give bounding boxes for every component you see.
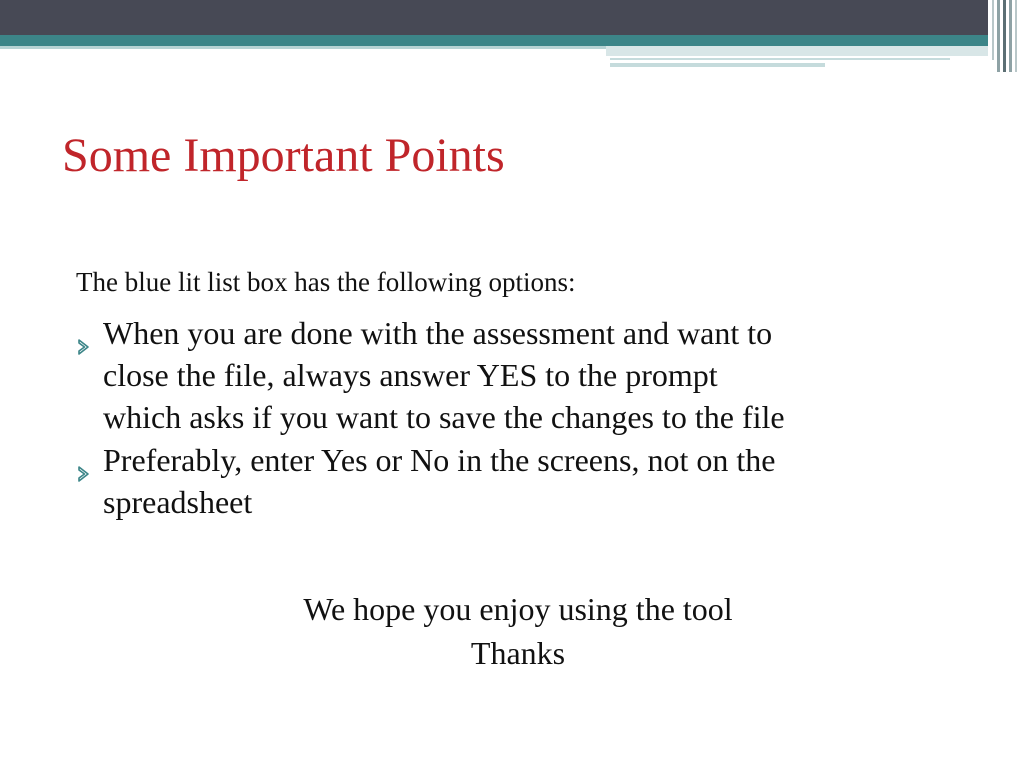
list-item: [76, 439, 976, 523]
slide-title: Some Important Points: [62, 129, 505, 182]
list-item: [76, 312, 976, 438]
chevron-right-outline-icon: [76, 324, 94, 342]
intro-text: The blue lit list box has the following options:: [76, 267, 576, 297]
bullet-list: [76, 312, 976, 524]
header-teal-band: [0, 35, 1024, 46]
header-corner-stripe: [992, 0, 994, 60]
header-corner-stripe: [1009, 0, 1012, 72]
closing-line: We hope you enjoy using the tool: [303, 591, 733, 627]
closing-message: [0, 587, 1024, 675]
bullet-text-line: Preferably, enter Yes or No in the screens, not on the: [103, 442, 776, 478]
header-corner-stripe: [997, 0, 1000, 72]
chevron-right-outline-icon: [76, 451, 94, 469]
header-corner-stripe: [1015, 0, 1017, 72]
header-accent-line: [610, 58, 950, 60]
header-teal-underline: [0, 46, 606, 49]
header-accent-line: [610, 63, 825, 67]
header-corner-stripe: [1003, 0, 1006, 72]
closing-thanks: Thanks: [470, 635, 566, 671]
bullet-text-line: When you are done with the assessment and want to: [103, 315, 773, 351]
bullet-text-line: close the file, always answer YES to the prompt: [103, 357, 718, 393]
header-accent-strip: [606, 46, 996, 56]
bullet-text-line: spreadsheet: [103, 484, 253, 520]
bullet-text-line: which asks if you want to save the changes to the file: [103, 399, 785, 435]
header-dark-band: [0, 0, 1024, 35]
